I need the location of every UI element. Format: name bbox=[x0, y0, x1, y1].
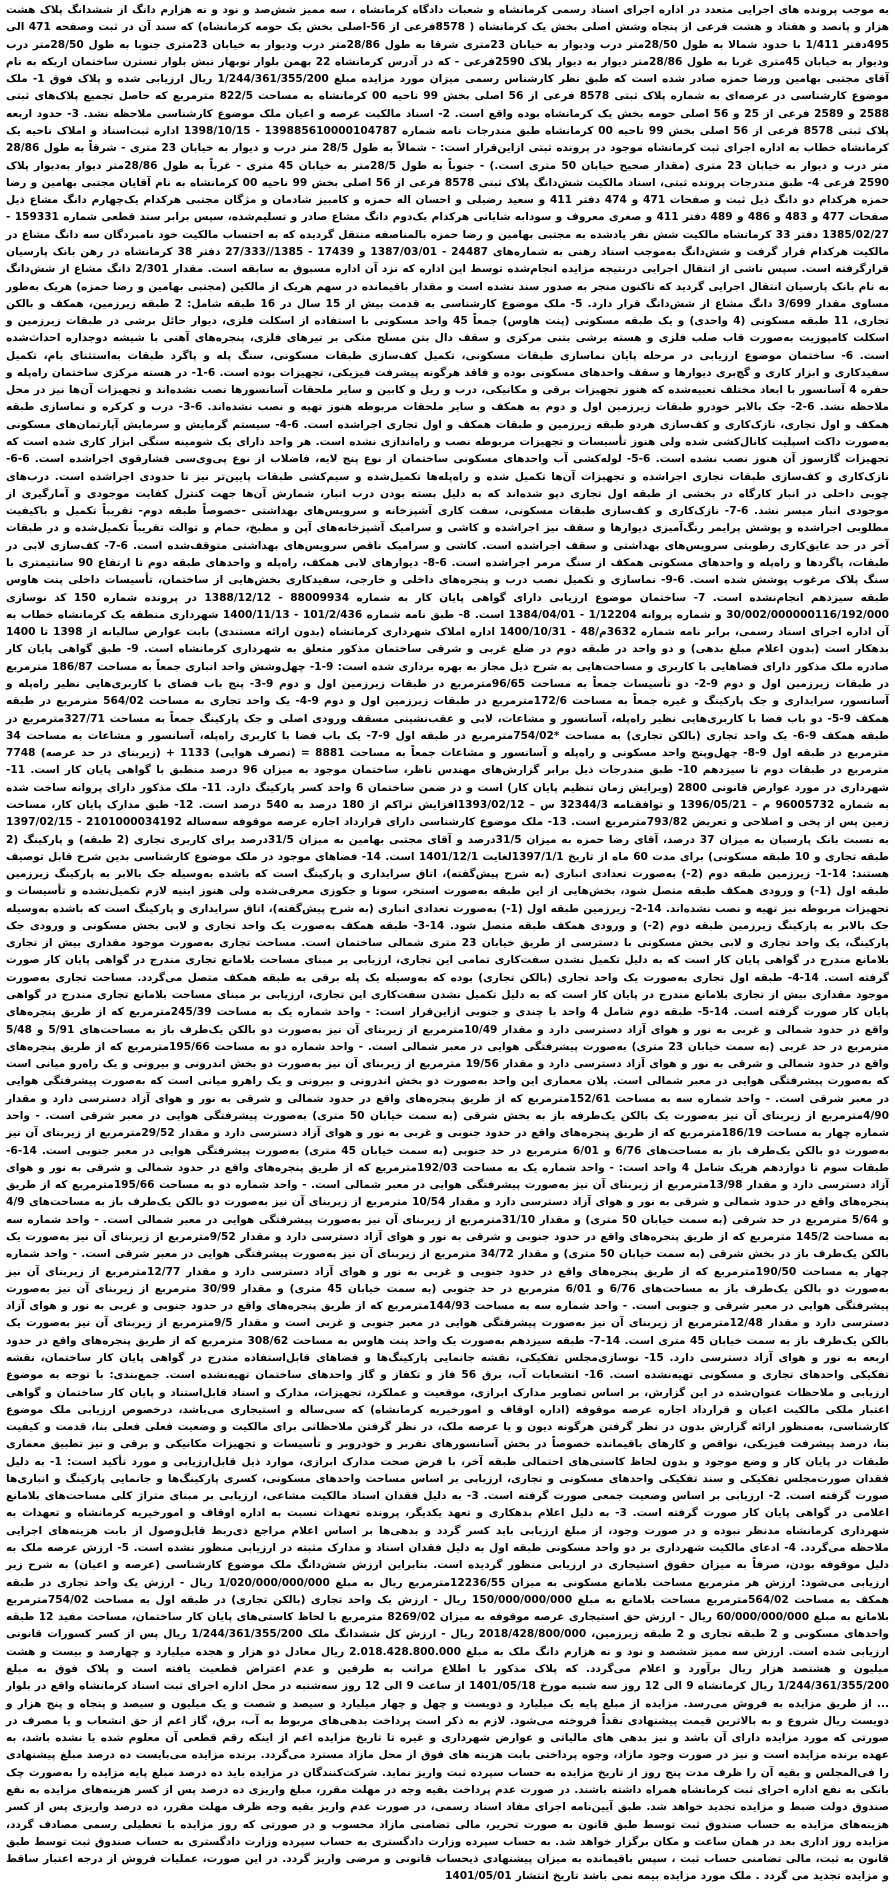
auction-notice-body: به موجب پرونده های اجرایی متعدد در اداره اجرای اسناد رسمی کرمانشاه و شعبات دادگاه کرمانشاه ، سه ممیز شش‌صد و نود و نه هزارم دانگ از ششدانگ پلاک هشت هزار و پانصد و هفتاد و هشت فرعی از پنجاه وشش اصلی بخش یک کرمانشاه ( 8578فرعی از 56-اصلی بخش یک حومه کرمانشاه) که سند آن در ثبت وصفحه 471 الی 495دفتر 1/411 با حدود شمالا به طول 28/50متر درب ودیوار به خیابان 23متری شرقا به طول 28/86متر درب ودیوار به خیابان 23متری جنوبا به طول 28/50متر درب ودیوار به خیابان 45متری غربا به طول 28/86متر دیوار به دیوار پلاک 2590فرعی - که در آدرس کرمانشاه 22 بهمن بلوار نوبهار نبش بلوار نسترن ساختمان اریکه به نام آقای مجتبی بهامین ورضا حمزه صادر شده است که طبق نظر کارشناس رسمی میزان مورد مزایده مبلغ 1/244/361/355/200 ریال ارزیابی شده و پلاک فوق 1- ملک موضوع کارشناسی در عرصه‌ای به شماره پلاک ثبتی 8578 فرعی از 56 اصلی بخش 99 ناحیه 00 کرمانشاه به مساحت 822/5 مترمربع که حاصل تجمیع پلاک‌های ثبتی 2588 و 2589 فرعی از 25 و 56 اصلی حومه بخش یک کرمانشاه بوده واقع است. 2- اسناد مالکیت عرصه و اعیان ملک موضوع کارشناسی ملاحظه نشد. 3- حدود اربعه پلاک ثبتی 8578 فرعی از 56 اصلی بخش 99 ناحیه 00 کرمانشاه طبق مندرجات نامه شماره 139885610000104787 - 1398/10/15 اداره ثبت‌اسناد و املاک ناحیه یک کرمانشاه خطاب به اداره اجرای ثبت کرمانشاه موجود در پرونده ثبتی ازاین‌قرار است: - شمالاً به طول 28/5 متر درب و دیوار به خیابان 23 متری - شرقاً به طول 28/86 متر درب و دیوار به خیابان 23 متری (مقدار صحیح خیابان 50 متری است.) - جنوباً به طول 28/5متر به خیابان 45 متری - غرباً به طول 28/86متر دیوار به‌دیوار پلاک 2590 فرعی 4- طبق مندرجات پرونده ثبتی، اسناد مالکیت شش‌دانگ پلاک ثبتی 8578 فرعی از 56 اصلی بخش 99 ناحیه 00 کرمانشاه به نام آقایان مجتبی بهامین و رضا حمزه هرکدام دو دانگ ذیل ثبت و صفحات 471 و 474 دفتر 411 و سعید رضیلی و احسان اله حمزه و کامبیز شادمان و مژگان مجتبی هرکدام یک‌چهارم دانگ مشاع ذیل صفحات 477 و 483 و 486 و 489 دفتر 411 و صغری معروف و سودابه شایانی هرکدام یک‌دوم دانگ مشاع صادر و تسلیم‌شده، سپس برابر سند قطعی شماره 159331 - 1385/02/27 دفتر 33 کرمانشاه مالکیت شش نفر یادشده به مجتبی بهامین و رضا حمزه بالمناصفه منتقل گردیده که به احتساب مالکیت خود نامبردگان سه دانگ مشاع در مالکیت هرکدام قرار گرفت و شش‌دانگ به‌موجب اسناد رهنی به شماره‌های 24487 - 1387/03/01 و 17439 - 1385//27/333 دفتر 38 کرمانشاه در رهن بانک پارسیان قرارگرفته است. سپس ناشی از انتقال اجرایی درنتیجه مزایده انجام‌شده توسط این اداره که نزد آن اداره مسبوق به سابقه است. مقدار 2/301 دانگ مشاع از شش‌دانگ به نام بانک پارسیان انتقال اجرایی گردید که تاکنون منجر به صدور سند نشده است و مقدار باقیمانده در سهم هریک از مالکین (مجتبی بهامین و رضا حمزه) هریک به‌طور مساوی مقدار 3/699 دانگ مشاع از شش‌دانگ قرار دارد. 5- ملک موضوع کارشناسی به قدمت بیش از 15 سال در 16 طبقه شامل: 2 طبقه زیرزمین، همکف و بالکن تجاری، 11 طبقه مسکونی (4 واحدی) و یک طبقه مسکونی (پنت هاوس) جمعاً 45 واحد مسکونی با استفاده از اسکلت فلزی، دیوار حائل برشی در طبقات زیرزمین و اسکلت کامپوزیت به‌صورت قاب صلب فلزی و هسته برشی بتنی مرکزی و سقف دال بتن مسلح متکی بر تیرهای فلزی، پنجره‌های آهنی با شیشه دوجداره احداث‌شده است. 6- ساختمان موضوع ارزیابی در مرحله پایان نماسازی طبقات مسکونی، تکمیل کف‌سازی طبقات مسکونی، سنگ پله و پاگرد طبقات به‌استثنای بام، تکمیل سفیدکاری و ابزار کاری و گچ‌بری دیوارها و سقف واحدهای مسکونی بوده و فاقد هرگونه پیشرفت فیزیکی، تجهیزات بوده است. 6-1- در هسته مرکزی ساختمان راه‌پله و حفره 4 آسانسور با ابعاد مختلف تعبیه‌شده که هنوز تجهیزات برقی و مکانیکی، درب و ریل و کابین و سایر ملحقات آسانسورها نصب نشده‌اند و تجهیزات آن‌ها نیز در محل ملاحظه نشد. 6-2- جک بالابر خودرو طبقات زیرزمین اول و دوم به همکف و سایر ملحقات مربوطه هنوز تهیه و نصب نشده‌اند. 6-3- درب و کرکره و نماسازی طبقه همکف و اول تجاری، نازک‌کاری و کف‌سازی هردو طبقه زیرزمین و طبقات همکف و اول تجاری اجراشده است. 6-4- سیستم گرمایش و سرمایش آپارتمان‌های مسکونی به‌صورت داکت اسپلیت کانال‌کشی شده ولی هنوز تأسیسات و تجهیزات مربوطه نصب و راه‌اندازی نشده است. هر واحد دارای یک شومینه سنگی ابزار کاری شده است که تجهیزات گازسوز آن هنوز نصب نشده است. 6-5- لوله‌کشی آب واحدهای مسکونی ساختمان از نوع پنج لایه، فاضلاب از نوع پی‌وی‌سی فشارقوی اجراشده است. 6-6- نازک‌کاری و کف‌سازی طبقات تجاری اجراشده و تجهیزات آن‌ها تکمیل شده و راه‌پله‌ها تکمیل‌شده و سیم‌کشی طبقات پایین‌تر نیز تا حدودی اجراشده است. درب‌های چوبی داخلی در انبار کارگاه در بخشی از طبقه اول تجاری دپو شده‌اند که به دلیل بسته بودن درب انبار، شمارش آن‌ها جهت کنترل کفایت موجودی و آمارگیری از موجودی انبار میسر نشد. 6-7- نازک‌کاری و کف‌سازی طبقات مسکونی، سفت کاری آشپزخانه و سرویس‌های بهداشتی -خصوصاً طبقه دوم- تقریباً تکمیل و باکیفیت مطلوبی اجراشده و پوشش پرایمر رنگ‌آمیزی دیوارها و سقف نیز اجراشده و کاشی و سرامیک آشپزخانه‌های آپن و مطبخ، حمام و توالت تقریباً تکمیل‌شده و در طبقات آخر در حد عایق‌کاری رطوبتی سرویس‌های بهداشتی و سقف اجراشده است. کاشی و سرامیک ناقص سرویس‌های بهداشتی متوقف‌شده است. 6-7- کف‌سازی لابی در طبقات، پاگردها و راه‌پله و واحدهای مسکونی همکف از سنگ مرمر اجراشده است. 6-8- دیوارهای لابی همکف، راه‌پله و واحدهای طبقه دوم تا ارتفاع 90 سانتیمتری با سنگ پلاک مرغوب پوشش شده است. 6-9- نماسازی و تکمیل نصب درب و پنجره‌های داخلی و خارجی، سفیدکاری بخش‌هایی از ساختمان، تأسیسات داخلی پنت هاوس طبقه سیزدهم انجام‌نشده است. 7- ساختمان موضوع ارزیابی دارای گواهی پایان کار به شماره 88009934 - 1388/12/12 در پرونده شماره 150 کد نوسازی 30/002/000000116/192/000 و شماره پروانه 1/12204 - 1384/04/01 است. 8- طبق نامه شماره 101/2/436 - 1400/11/13 شهرداری منطقه یک کرمانشاه خطاب به آن اداره اجرای اسناد رسمی، برابر نامه شماره 3632م/48 - 1400/10/31 اداره املاک شهرداری کرمانشاه (بدون ارائه مستندی) بابت عوارض سالیانه از 1398 تا 1400 بدهکار است (بدون اعلام مبلغ بدهی) و دو واحد در طبقه دوم در ضلع غربی و شرقی ساختمان مذکور متعلق به شهرداری کرمانشاه است. 9- طبق گواهی پایان کار صادره ملک مذکور دارای فضاهایی با کاربری و مساحت‌هایی به شرح ذیل مجاز به بهره برداری شده است: 9-1- چهل‌وشش واحد انباری جمعاً به مساحت 186/87 مترمربع در طبقات زیرزمین اول و دوم 9-2- دو تأسیسات جمعاً به مساحت 96/65مترمربع در طبقات زیرزمین اول و دوم 9-3- پنج باب فضای با کاربری‌هایی نظیر راه‌پله و آسانسور، سرایداری و جک پارکینگ و غیره جمعاً به مساحت 172/6مترمربع در طبقات زیرزمین اول و دوم 9-4- یک واحد تجاری به مساحت 564/02 مترمربع در طبقه همکف 9-5- دو باب فضا با کاربری‌هایی نظیر راه‌پله، آسانسور و مشاعات، لابی و عقب‌نشینی مسقف ورودی اصلی و جک پارکینگ جمعاً به مساحت 327/71مترمربع در طبقه همکف 9-6- یک واحد تجاری (بالکن تجاری) به مساحت *754/02مترمربع در طبقه اول 9-7- یک باب فضا با کاربری راه‌پله، آسانسور و مشاعات به مساحت 34 مترمربع در طبقه اول 9-8- چهل‌وپنج واحد مسکونی و راه‌پله و آسانسور و مشاعات جمعاً به مساحت 8881 = (تصرف هوایی) 1133 + (زیربنای در حد عرصه) 7748 مترمربع در طبقات دوم تا سیزدهم 10- طبق مندرجات ذیل برابر گزارش‌های مهندس ناظر، ساختمان موجود به میزان 96 درصد منطبق با گواهی پایان کار است. 11- شهرداری در مورد عوارض قانونی 2800 (ویرایش زمان تنظیم پایان کار) است و در ضمن ساختمان 6 واحد کسر پارکینگ دارد. 11- ملک مذکور دارای پروانه ساخت شده به شماره 96005732 م – 1396/05/21 و توافقنامه 32344/3 س – 1393/02/12افزایش تراکم از 180 درصد به 540 درصد است. 12- طبق مدارک پایان کار، مساحت زمین پس از پخی و اصلاحی و تعریض 793/82مترمربع است. 13- ملک موضوع کارشناسی دارای قرارداد اجاره عرصه موقوفه سه‌ساله 2101000034192 - 1397/02/15 به نسبت بانک پارسیان به میزان 37 درصد، آقای رضا حمزه به میزان 31/5درصد و آقای مجتبی بهامین به میزان 31/5درصد برای کاربری تجاری (2 طبقه) و پارکینگ (2 طبقه تجاری و 10 طبقه مسکونی) برای مدت 60 ماه از تاریخ 1397/1/1لغایت 1401/12/1 است. 14- فضاهای موجود در ملک موضوع کارشناسی بدین شرح قابل توصیف هستند: 14-1- زیرزمین طبقه دوم (2-) به‌صورت تعدادی انباری (به شرح پیش‌گفته)، اتاق سرایداری و پارکینگ است که باشده به‌وسیله جک بالابر به پارکینگ زیرزمین طبقه اول (1-) و ورودی همکف طبقه متصل شود، بخش‌هایی از این طبقه به‌صورت استخر، سونا و جکوزی معرفی‌شده ولی هنوز اینیه لازم تکمیل‌نشده و تأسیسات و تجهیزات مربوطه نیز تهیه و نصب نشده‌اند. 14-2- زیرزمین طبقه اول (1-) به‌صورت تعدادی انباری (به شرح پیش‌گفته)، اتاق سرایداری و پارکینگ است که باشده به‌وسیله جک بالابر به پارکینگ زیرزمین طبقه دوم (2-) و ورودی همکف طبقه متصل شود. 14-3- طبقه همکف به‌صورت یک واحد تجاری و لابی بخش مسکونی و ورودی جک پارکینگ، یک واحد تجاری و لابی بخش مسکونی با دسترسی از طریق خیابان 23 متری شمالی ساختمان است. مساحت تجاری به‌صورت موجود مقداری بیش از تجاری بلامانع مندرج در گواهی پایان کار است که به دلیل تکمیل نشدن سفت‌کاری تمامی این تجاری، ارزیابی بر مبنای مساحت بلامانع تجاری مندرج در گواهی پایان کار صورت گرفته است. 14-4- طبقه اول تجاری به‌صورت یک واحد تجاری (بالکن تجاری) بوده که به‌وسیله یک پله برقی به طبقه همکف متصل می‌گردد. مساحت تجاری به‌صورت موجود مقداری بیش از تجاری بلامانع مندرج در پایان کار است که به دلیل تکمیل نشدن سفت‌کاری این تجاری، ارزیابی بر مبنای مساحت بلامانع تجاری مندرج در گواهی پایان کار صورت گرفته است. 14-5- طبقه دوم شامل 4 واحد با چندی و جنوبی ازاین‌قرار است: - واحد شماره یک به مساحت 245/39مترمربع که از طریق پنجره‌های واقع در حدود شمالی و غربی به نور و هوای آزاد دسترسی دارد و مقدار 10/49مترمربع از زیربنای آن نیز به‌صورت دو بالکن یک‌طرف باز به مساحت‌های 5/91 و 5/48 مترمربع در حد غربی (به سمت خیابان 23 متری) به‌صورت پیشرفتگی هوایی در معبر شمالی است. - واحد شماره دو به مساحت 195/66مترمربع که از طریق پنجره‌های واقع در حدود شمالی و شرقی به نور و هوای آزاد دسترسی دارد و مقدار 19/56 مترمربع از زیربنای آن نیز به‌صورت دو بخش اندرونی و بیرونی و یک راه‌رو میانی است که به‌صورت پیشرفتگی هوایی در معبر شمالی است. پلان معماری این واحد به‌صورت دو بخش اندرونی و بیرونی و یک راهرو میانی است که به‌صورت پیشرفتگی هوایی در معبر شرقی است. - واحد شماره سه به مساحت 152/61مترمربع که از طریق پنجره‌های واقع در حدود شمالی و شرقی به نور و هوای آزاد دسترسی دارد و مقدار 4/90مترمربع از زیربنای آن نیز به‌صورت یک بالکن یک‌طرفه باز به بخش شرقی (به سمت خیابان 50 متری) به‌صورت پیشرفتگی هوایی در معبر شرقی است. - واحد شماره چهار به مساحت 186/19مترمربع که از طریق پنجره‌های واقع در حدود جنوبی و غربی به نور و هوای آزاد دسترسی دارد و مقدار 29/52مترمربع از زیربنای آن نیز به‌صورت دو بالکن یک‌طرف باز به مساحت‌های 6/76 و 6/01 مترمربع در حد جنوبی (به سمت خیابان 45 متری) به‌صورت پیشرفتگی هوایی در معبر جنوبی است. 14-6- طبقات سوم تا دوازدهم هریک شامل 4 واحد است: - واحد شماره یک به مساحت 192/03مترمربع که از طریق پنجره‌های واقع در حدود شمالی و شرقی به نور و هوای آزاد دسترسی دارد و مقدار 13/98مترمربع از زیربنای آن نیز به‌صورت پیشرفتگی هوایی در معبر شمالی است. - واحد شماره دو به مساحت 195/66مترمربع که از طریق پنجره‌های واقع در حدود شمالی و شرقی به نور و هوای آزاد دسترسی دارد و مقدار 10/54 مترمربع از زیربنای آن نیز به‌صورت دو بالکن یک‌طرف باز به مساحت‌های 4/9 و 5/64 مترمربع در حد شرقی (به سمت خیابان 50 متری) و مقدار 31/10مترمربع از زیربنای آن نیز به‌صورت پیشرفتگی هوایی در معبر شمالی است. - واحد شماره سه به مساحت 145/2 مترمربع که از طریق پنجره‌های واقع در حدود جنوبی و شرقی به نور و هوای آزاد دسترسی دارد و مقدار 9/52مترمربع از زیربنای آن نیز به‌صورت یک بالکن یک‌طرف باز در بخش شرقی (به سمت خیابان 50 متری) و مقدار 34/72 مترمربع از زیربنای آن نیز به‌صورت پیشرفتگی هوایی در معبر شرقی است. - واحد شماره چهار به مساحت 190/50مترمربع که از طریق پنجره‌های واقع در حدود جنوبی و غربی به نور و هوای آزاد دسترسی دارد و مقدار 12/77مترمربع از زیربنای آن نیز به‌صورت دو بالکن یک‌طرف باز به مساحت‌های 6/76 و 6/01 مترمربع در حد جنوبی (به سمت خیابان 45 متری) و مقدار 30/99 مترمربع از زیربنای آن نیز به‌صورت پیشرفتگی هوایی در معبر شرقی و جنوبی است. - واحد شماره سه به مساحت 144/93مترمربع که از طریق پنجره‌های واقع در حدود جنوبی و غربی به نور و هوای آزاد دسترسی دارد و مقدار 12/48مترمربع از زیربنای آن نیز به‌صورت پیشرفتگی هوایی در معبر جنوبی و غربی است و مقدار 9/5مترمربع از زیربنای آن نیز به‌صورت یک بالکن یک‌طرف باز به سمت خیابان 45 متری است. 14-7- طبقه سیزدهم به‌صورت یک واحد پنت هاوس به مساحت 308/62 مترمربع که از طریق پنجره‌های واقع در حدود اربعه به نور و هوای آزاد دسترسی دارد. 15- نوسازی‌مجلس تفکیکی، نقشه جانمایی پارکینگ‌ها و فضاهای قابل‌استفاده مندرج در گواهی پایان کار ساختمان، نقشه تفکیکی واحدهای تجاری و مسکونی تهیه‌نشده است. 16- انشعابات آب، برق 56 فاز و تکفاز و گاز واحدهای ساختمان تهیه‌نشده است. جمع‌بندی: با توجه به موضوع ارزیابی و ملاحظات عنوان‌شده در این گزارش، بر اساس تصاویر مدارک ابرازی، موقعیت و عملکرد، تجهیزات، مدارک و اسناد قابل‌استناد و پایان کار ساختمان و گواهی اعتبار ملکی مالکیت اعیان و قرارداد اجاره عرصه موقوفه (اداره اوقاف و امورخیریه کرمانشاه) که سی‌ساله و استیجاری می‌باشد، درخصوص ارزیابی ملک موضوع کارشناسی، به‌منظور ارائه گزارش بدون در نظر گرفتن هرگونه دیون و یا عرصه ملک، در نظر گرفتن ملاحظاتی برای مالکیت و وضعیت فعلی فعلی بنا، قدمت و کیفیت بنا، درصد پیشرفت فیزیکی، نواقص و کارهای باقیمانده خصوصاً در بخش آسانسورهای نفربر و خودروبر و تأسیسات و تجهیزات مکانیکی و برقی و نیز تطبیق معماری طبقات در پایان کار و وضع موجود و بدون لحاظ کاستی‌های احتمالی طبقه آخر، با فرض صحت مدارک ابرازی، موارد ذیل قابل‌ارزیابی و مورد تأکید است: 1- به دلیل فقدان صورت‌مجلس تفکیکی و سند تفکیکی واحدهای مسکونی و تجاری، ارزیابی بر اساس مساحت واحدهای مسکونی، کسری پارکینگ‌ها و جانمایی پارکینگ و انباری‌ها صورت گرفته است. 2- ارزیابی بر اساس وضعیت جمعی صورت گرفته است. 3- به دلیل فقدان اسناد مالکیت مشاعی، ارزیابی بر مبنای متراژ کلی مساحت‌های بلامانع اعلامی در گواهی پایان کار صورت گرفته است. 3- به دلیل اعلام بدهکاری و تعهد یکدیگر، پرونده تعهدات نسبت به اداره اوقاف و امورخیریه کرمانشاه و تعهدات به شهرداری کرمانشاه مدنظر نبوده و در صورت وجود، از مبلغ ارزیابی باید کسر گردد و بدهی‌ها بر اساس اعلام مراجع ذی‌ربط قابل‌وصول از بابت هزینه‌های اجرایی ملاحظه می‌گردد. 4- ادعای مالکیت شهرداری بر دو واحد مسکونی طبقه اول به دلیل فقدان اسناد و مدارک مثبته در ارزیابی منظور نشده است. 5- ارزش عرصه ملک به دلیل موقوفه بودن، صرفاً به میزان حقوق استیجاری در ارزیابی منظور گردیده است. بنابراین ارزش شش‌دانگ ملک موضوع کارشناسی (عرصه و اعیان) به شرح زیر ارزیابی می‌شود: ارزش هر مترمربع مساحت بلامانع مسکونی به میزان 12236/55مترمربع ریال به مبلغ 1/020/000/000/000 ریال - ارزش یک واحد تجاری در طبقه همکف به مساحت 564/02مترمربع مساحت بلامانع به مبلغ 150/000/000/000 ریال - ارزش یک واحد تجاری (بالکن تجاری) در طبقه اول به مساحت 754/02مترمربع بلامانع به مبلغ 60/000/000/000 ریال - ارزش حق استیجاری عرصه موقوفه به میزان 8269/02 مترمربع با لحاظ کاستی‌های پایان کار ساختمان، مساحت مفید 12 طبقه واحدهای مسکونی و 2 طبقه تجاری و 2 طبقه زیرزمین، 2018/428/800/000 ریال - ارزش کل ششدانگ ملک 1/244/361/355/200 ریال پس از کسر کسورات قانونی ارزیابی شده است. ارزش سه ممیز ششصد و نود و نه هزارم دانگ ملک به مبلغ 2.018.428.800.000 ریال معادل دو هزار و هجده میلیارد و چهارصد و بیست و هشت میلیون و هشتصد هزار ریال برآورد و اعلام می‌گردد. که پلاک مذکور با اطلاع مراتب به طرفین و عدم اعتراض قطعیت یافته است و پلاک فوق به مبلغ 1/244/361/355/200 ریال کرمانشاه 9 الی 12 روز سه شنبه مورخ 1401/05/18 از ساعت 9 الی 12 روز سه‌شنبه در محل اداره اجرای ثبت اسناد کرمانشاه واقع در بلوار ... از طریق مزایده به فروش می‌رسد. مزایده از مبلغ پایه یک میلیارد و دویست و چهل و چهار میلیارد و سیصد و شصت و یک میلیون و سیصد و پنجاه و پنج هزار و دویست ریال شروع و به بالاترین قیمت پیشنهادی نقداً فروخته می‌شود. لازم به ذکر است پرداخت بدهی‌های مربوط به آب، برق، گاز اعم از حق انشعاب و یا مصرف در صورتی که مورد مزایده دارای آن باشد و نیز بدهی های مالیاتی و عوارض شهرداری و غیره تا تاریخ مزایده اعم از اینکه رقم قطعی آن معلوم شده یا نشده باشد، به عهده برنده مزایده است و نیز در صورت وجود مازاد، وجوه پرداختی بابت هزینه های فوق از محل مازاد مسترد می‌گردد. برنده مزایده می‌بایست ده درصد مبلغ پیشنهادی را فی‌المجلس و بقیه آن را ظرف مدت پنج روز از تاریخ مزایده به حساب سپرده ثبت واریز نماید. شرکت‌کنندگان در مزایده باید ده درصد مبلغ پایه مزایده را به‌صورت چک بانکی به نفع اداره اجرای ثبت کرمانشاه همراه داشته باشند. در صورت عدم پرداخت بقیه وجه در مهلت مقرر، مبلغ واریزی ده درصد پس از کسر هزینه‌های مزایده به نفع صندوق دولت ضبط و مزایده تجدید خواهد شد. طبق آیین‌نامه اجرای مفاد اسناد رسمی، در صورت عدم واریز بقیه وجه ظرف مهلت مقرر، ده درصد واریزی پس از کسر هزینه‌های مزایده به حساب صندوق ثبت توسط طبق قانون به صورت تحریر، مالی تضامنی مازاد محسوب و در صورتی که روز مزایده با تعطیلی رسمی مصادف گردد، مزایده روز اداری بعد در همان ساعت و مکان برگزار خواهد شد. به حساب سپرده وزارت دادگستری به حساب سپرده وزارت دادگستری به حساب صندوق ثبت توسط طبق قانون به ثبت، مالی تضامنی حساب ثبت ، سپس باقیمانده به میزان پیشنهادی ذیحساب قانونی و مرضی واریز گردد. در این صورت، عملیات فروش از درجه اعتبار ساقط و مزایده تجدید می گردد . ملک مورد مزایده بیمه نمی باشد تاریخ انتشار 1401/05/01 bbox=[6, 4, 890, 1883]
